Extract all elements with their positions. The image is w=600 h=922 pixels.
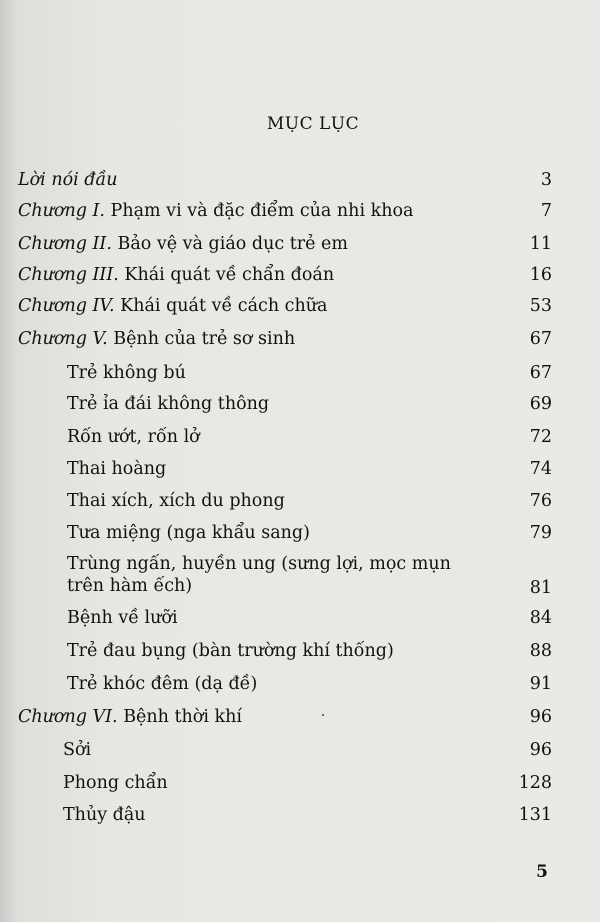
toc-entry-label (18, 200, 413, 222)
toc-entry-page: 79 (529, 523, 552, 543)
toc-entry-prefix: Chương V. (18, 329, 108, 349)
toc-entry-label (18, 706, 242, 728)
toc-entry-text: Trẻ ỉa đái không thông (67, 394, 270, 414)
toc-entry-text: Trẻ đau bụng (bàn trường khí thống) (67, 641, 394, 661)
toc-entry-page: 7 (540, 201, 552, 221)
toc-entry-prefix: Chương I. (18, 201, 105, 221)
toc-entry-page: 69 (529, 394, 552, 414)
toc-entry-text: Sởi (63, 740, 92, 760)
toc-entry-prefix: Chương II. (18, 234, 112, 254)
toc-entry-text: Thủy đậu (63, 805, 146, 825)
page-number: 5 (536, 862, 548, 882)
toc-entry-text: Bệnh về lưỡi (67, 608, 178, 628)
toc-entry-label (18, 328, 295, 350)
toc-entry-page: 91 (529, 674, 552, 694)
toc-entry-page: 131 (518, 805, 552, 825)
toc-entry-text: Rốn ướt, rốn lở (67, 427, 200, 447)
toc-entry-page: 128 (518, 773, 552, 793)
toc-entry-text: Phong chẩn (63, 773, 168, 793)
page-title: MỤC LỤC (266, 114, 360, 134)
toc-entry-label (18, 295, 327, 317)
toc-entry-text: Trẻ không bú (67, 363, 186, 383)
toc-entry-text: Bảo vệ và giáo dục trẻ em (111, 234, 348, 254)
ink-speck (322, 714, 324, 716)
toc-entry-text: Khái quát về cách chữa (114, 296, 328, 316)
toc-entry-page: 81 (529, 578, 552, 598)
toc-entry-text: Thai xích, xích du phong (67, 491, 285, 511)
toc-entry-page: 76 (529, 491, 552, 511)
toc-entry-text: Tưa miệng (nga khẩu sang) (67, 523, 310, 543)
toc-entry-page: 11 (529, 234, 552, 254)
toc-entry-page: 67 (529, 363, 552, 383)
toc-entry-page: 96 (529, 707, 552, 727)
toc-entry-label (18, 233, 348, 255)
toc-entry-page: 84 (529, 608, 552, 628)
toc-entry-page: 72 (529, 427, 552, 447)
toc-entry-page: 16 (529, 265, 552, 285)
toc-entry-text: Trẻ khóc đêm (dạ đề) (67, 674, 258, 694)
toc-entry-text: Bệnh thời khí (117, 707, 242, 727)
toc-entry-text: Khái quát về chẩn đoán (118, 265, 335, 285)
toc-entry-label (18, 169, 117, 191)
toc-entry-prefix: Chương VI. (18, 707, 118, 727)
toc-entry-text: Phạm vi và đặc điểm của nhi khoa (104, 201, 414, 221)
toc-entry-text: Bệnh của trẻ sơ sinh (107, 329, 296, 349)
toc-entry-prefix: Lời nói đầu (18, 170, 118, 190)
toc-entry-prefix: Chương III. (18, 265, 119, 285)
toc-entry-page: 88 (529, 641, 552, 661)
toc-entry-page: 53 (529, 296, 552, 316)
toc-entry-page: 96 (529, 740, 552, 760)
toc-entry-label (18, 264, 334, 286)
toc-entry-text: Thai hoàng (67, 459, 167, 479)
toc-entry-page: 67 (529, 329, 552, 349)
toc-entry-text: Trùng ngấn, huyền ung (sưng lợi, mọc mụn trên hàm ếch) (67, 554, 451, 596)
toc-entry-page: 74 (529, 459, 552, 479)
toc-entry-page: 3 (540, 170, 552, 190)
toc-entry-prefix: Chương IV. (18, 296, 115, 316)
